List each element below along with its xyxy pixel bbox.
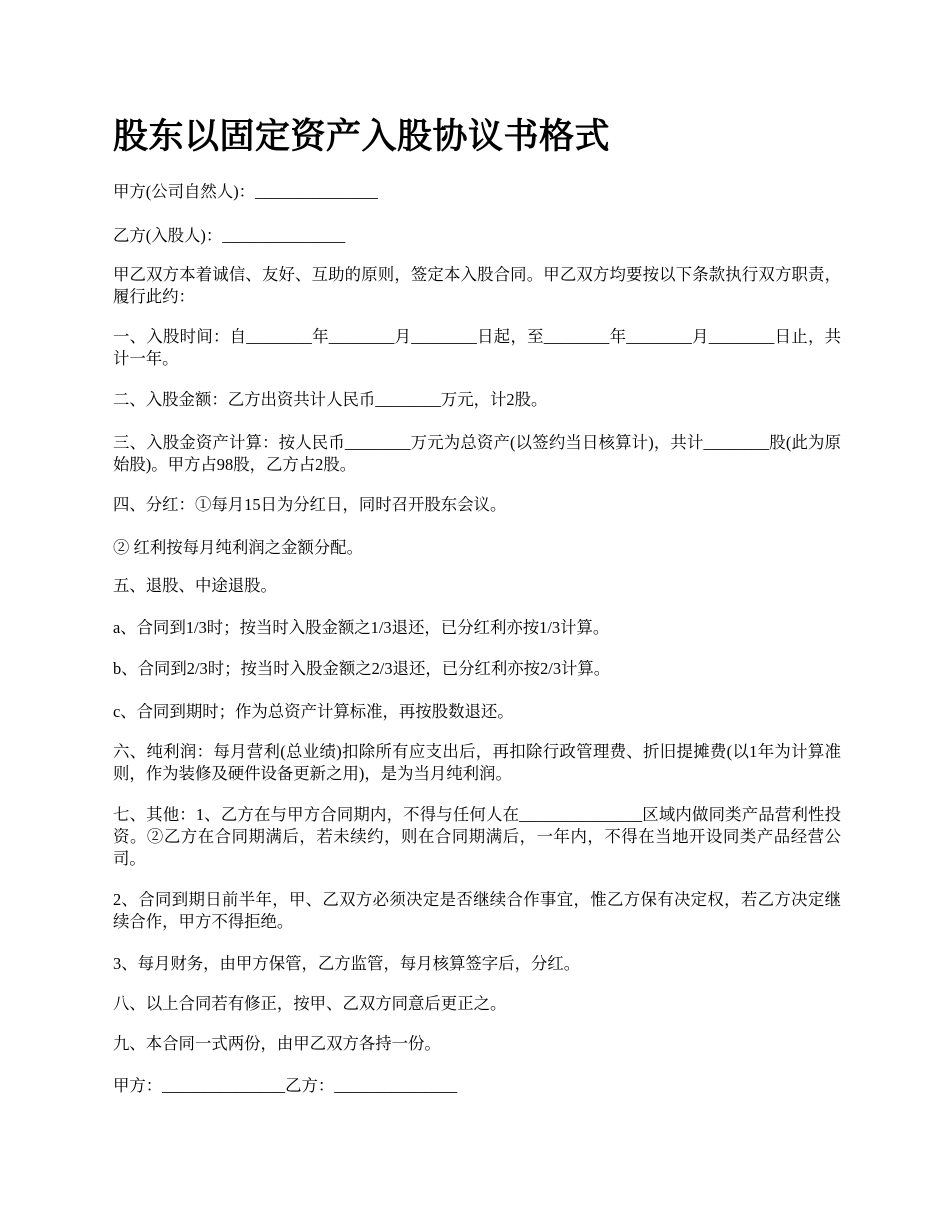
clause-7-item-3: 3、每月财务，由甲方保管，乙方监管，每月核算签字后，分红。 [113,954,581,973]
party-a-line: 甲方(公司自然人)：_______________ [113,182,378,201]
preamble-paragraph: 甲乙双方本着诚信、友好、互助的原则，签定本入股合同。甲乙双方均要按以下条款执行双方职责，履行此约： [113,265,841,306]
party-b-line: 乙方(入股人)：_______________ [113,226,346,245]
clause-1-period: 一、入股时间：自________年________月________日起，至________年________月________日止，共计一年。 [113,327,841,368]
clause-4-dividend-sub: ② 红利按每月纯利润之金额分配。 [113,538,363,557]
clause-5-item-a: a、合同到1/3时；按当时入股金额之1/3退还，已分红利亦按1/3计算。 [113,618,610,637]
clause-5-withdrawal: 五、退股、中途退股。 [113,576,277,595]
clause-5-item-b: b、合同到2/3时；按当时入股金额之2/3退还，已分红利亦按2/3计算。 [113,659,611,678]
clause-7-other: 七、其他：1、乙方在与甲方合同期内，不得与任何人在_______________区域内做同类产品营利性投资。②乙方在合同期满后，若未续约，则在合同期满后，一年内，不得在当地开设同类产品经营公司。 [113,805,841,868]
clause-8-amendment: 八、以上合同若有修正，按甲、乙双方同意后更正之。 [113,994,507,1013]
clause-4-dividend: 四、分红：①每月15日为分红日，同时召开股东会议。 [113,495,507,514]
document-title: 股东以固定资产入股协议书格式 [113,117,611,156]
clause-9-copies: 九、本合同一式两份，由甲乙双方各持一份。 [113,1034,441,1053]
clause-5-item-c: c、合同到期时；作为总资产计算标准，再按股数退还。 [113,702,514,721]
clause-7-item-2: 2、合同到期日前半年，甲、乙双方必须决定是否继续合作事宜，惟乙方保有决定权，若乙方决定继续合作，甲方不得拒绝。 [113,890,841,931]
clause-2-amount: 二、入股金额：乙方出资共计人民币________万元，计2股。 [113,390,548,409]
clause-6-net-profit: 六、纯利润：每月营利(总业绩)扣除所有应支出后，再扣除行政管理费、折旧提摊费(以1年为计算准则，作为装修及硬件设备更新之用)，是为当月纯利润。 [113,742,841,783]
clause-3-asset-calc: 三、入股金资产计算：按人民币________万元为总资产(以签约当日核算计)，共计________股(此为原始股)。甲方占98股，乙方占2股。 [113,433,841,474]
signature-line: 甲方：_______________乙方：_______________ [113,1076,458,1095]
